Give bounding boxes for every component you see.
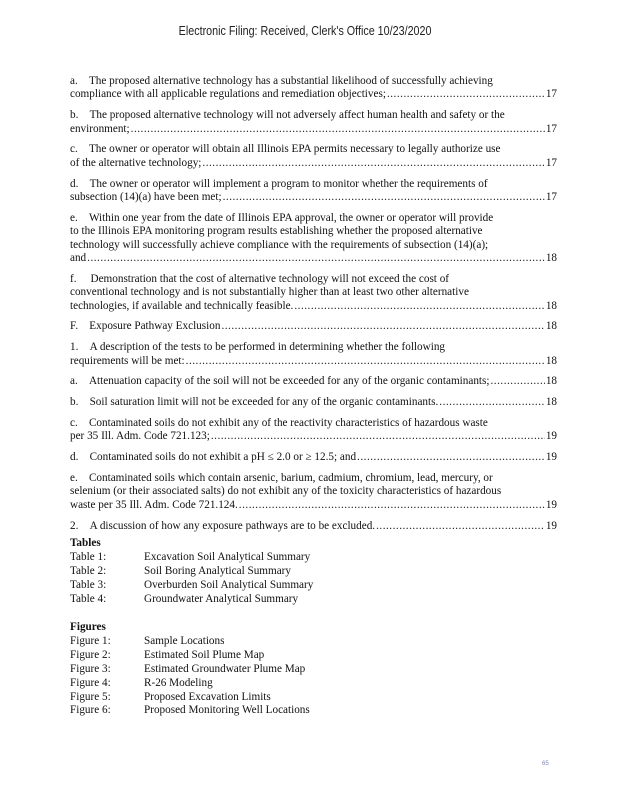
table-list-item-label: Table 1: — [70, 550, 107, 563]
toc-entry — [70, 520, 557, 533]
toc-entry-final-line — [70, 320, 557, 333]
figure-list-item — [70, 691, 470, 705]
figure-list-item-label: Figure 1: — [70, 634, 111, 647]
figure-list-item — [70, 677, 470, 691]
toc-entry — [70, 143, 557, 170]
toc-entry-line: b. The proposed alternative technology will not adversely affect human health and safety or the — [70, 109, 505, 122]
figure-list-item — [70, 704, 470, 718]
toc-entry — [70, 341, 557, 368]
figure-list-item-title: R-26 Modeling — [144, 676, 213, 689]
dot-leader — [294, 300, 544, 313]
toc-entry — [70, 212, 557, 266]
toc-entry-text: a. Attenuation capacity of the soil will not be exceeded for any of the organic contaminants; — [70, 375, 490, 388]
toc-entry — [70, 472, 557, 512]
toc-entry — [70, 320, 557, 333]
toc-entry-line: a. The proposed alternative technology has a substantial likelihood of successfully achieving — [70, 75, 493, 87]
toc-page-number: 17 — [545, 191, 557, 204]
toc-entry-final-line — [70, 375, 557, 388]
toc-entry-text: 2. A discussion of how any exposure pathways are to be excluded. — [70, 519, 376, 532]
dot-leader — [387, 88, 545, 101]
dot-leader — [131, 123, 545, 136]
figure-list-item-title: Proposed Excavation Limits — [144, 690, 271, 703]
toc-page-number: 18 — [545, 252, 557, 265]
toc-page-number: 19 — [545, 498, 557, 511]
table-list-item — [70, 579, 470, 593]
figure-list-item-title: Sample Locations — [144, 634, 225, 647]
toc-entry-line: c. Contaminated soils do not exhibit any of the reactivity characteristics of hazardous waste — [70, 417, 488, 430]
toc-entry-text: requirements will be met: — [70, 354, 185, 367]
toc-entry-final-line — [70, 520, 557, 533]
toc-page-number: 19 — [545, 519, 557, 532]
toc-page-number: 19 — [545, 451, 557, 464]
toc-entry-text: compliance with all applicable regulations and remediation objectives; — [70, 88, 386, 101]
toc-entry-line: 1. A description of the tests to be performed in determining whether the following — [70, 341, 446, 354]
dot-leader — [186, 355, 545, 368]
table-of-contents — [70, 75, 557, 540]
figure-list-item-title: Estimated Soil Plume Map — [144, 648, 265, 661]
toc-entry-text: and — [70, 252, 87, 265]
toc-entry-final-line — [70, 252, 557, 265]
toc-page-number: 18 — [545, 375, 557, 388]
toc-page-number: 18 — [545, 396, 557, 409]
figure-list-item — [70, 635, 470, 649]
toc-entry-final-line — [70, 396, 557, 409]
figure-list-item-title: Proposed Monitoring Well Locations — [144, 704, 310, 717]
toc-page-number: 17 — [545, 88, 557, 101]
toc-entry-final-line — [70, 88, 557, 101]
toc-entry-line: conventional technology and is not substantially higher than at least two other alternative — [70, 286, 469, 299]
toc-entry-line: c. The owner or operator will obtain all Illinois EPA permits necessary to legally authorize use — [70, 143, 501, 156]
toc-entry-text: of the alternative technology; — [70, 156, 202, 169]
figures-list — [70, 621, 470, 718]
dot-leader — [439, 396, 545, 409]
toc-entry-text: technologies, if available and technically feasible. — [70, 299, 294, 312]
toc-entry-text: b. Soil saturation limit will not be exceeded for any of the organic contaminants. — [70, 396, 439, 409]
toc-page-number: 17 — [545, 122, 557, 135]
toc-entry — [70, 417, 557, 444]
table-list-item-title: Soil Boring Analytical Summary — [144, 564, 291, 577]
dot-leader — [357, 451, 545, 464]
dot-leader — [87, 252, 545, 265]
table-list-item — [70, 565, 470, 579]
toc-entry-text: per 35 Ill. Adm. Code 721.123; — [70, 430, 210, 443]
table-list-item-label: Table 3: — [70, 578, 107, 591]
toc-entry-final-line — [70, 430, 557, 443]
dot-leader — [376, 520, 545, 533]
table-list-item-title: Excavation Soil Analytical Summary — [144, 550, 311, 563]
figure-list-item-label: Figure 4: — [70, 676, 111, 689]
toc-entry — [70, 375, 557, 388]
toc-entry-line: selenium (or their associated salts) do not exhibit any of the toxicity characteristics of hazardous — [70, 485, 502, 498]
toc-entry-line: e. Within one year from the date of Illinois EPA approval, the owner or operator will provide — [70, 211, 494, 224]
toc-entry — [70, 109, 557, 136]
toc-entry — [70, 396, 557, 409]
toc-entry-final-line — [70, 499, 557, 512]
toc-entry-final-line — [70, 355, 557, 368]
toc-entry-final-line — [70, 300, 557, 313]
toc-entry-text: environment; — [70, 122, 130, 135]
toc-entry — [70, 75, 557, 102]
page-number-mark: 65 — [542, 761, 549, 767]
toc-entry — [70, 451, 557, 464]
toc-page-number: 17 — [545, 156, 557, 169]
table-list-item — [70, 551, 470, 565]
figure-list-item-label: Figure 3: — [70, 662, 111, 675]
toc-entry-final-line — [70, 123, 557, 136]
figures-heading: Figures — [70, 621, 106, 633]
table-list-item-label: Table 4: — [70, 592, 107, 605]
table-list-item-title: Overburden Soil Analytical Summary — [144, 578, 314, 591]
toc-entry-line: to the Illinois EPA monitoring program results establishing whether the proposed alternative — [70, 225, 483, 238]
figure-list-item-title: Estimated Groundwater Plume Map — [144, 662, 306, 675]
toc-entry-final-line — [70, 157, 557, 170]
toc-page-number: 18 — [545, 354, 557, 367]
dot-leader — [491, 375, 545, 388]
table-list-item-label: Table 2: — [70, 564, 107, 577]
dot-leader — [221, 320, 544, 333]
figure-list-item-label: Figure 5: — [70, 690, 111, 703]
toc-entry-line: technology will successfully achieve compliance with the requirements of subsection (14)(a); — [70, 238, 489, 251]
figure-list-item — [70, 663, 470, 677]
tables-list — [70, 537, 470, 607]
figure-list-item — [70, 649, 470, 663]
toc-entry-line: e. Contaminated soils which contain arsenic, barium, cadmium, chromium, lead, mercury, or — [70, 472, 493, 485]
dot-leader — [239, 499, 545, 512]
toc-page-number: 18 — [545, 299, 557, 312]
toc-page-number: 18 — [545, 320, 557, 333]
toc-entry-text: d. Contaminated soils do not exhibit a pH ≤ 2.0 or ≥ 12.5; and — [70, 451, 357, 464]
filing-header: Electronic Filing: Received, Clerk's Office 10/23/2020 — [178, 24, 432, 38]
tables-heading: Tables — [70, 537, 101, 549]
toc-entry-line: f. Demonstration that the cost of alternative technology will not exceed the cost of — [70, 272, 450, 285]
figure-list-item-label: Figure 2: — [70, 648, 111, 661]
toc-entry-line: d. The owner or operator will implement a program to monitor whether the requirements of — [70, 177, 488, 190]
toc-entry-final-line — [70, 191, 557, 204]
toc-entry — [70, 178, 557, 205]
table-list-item — [70, 593, 470, 607]
dot-leader — [223, 191, 545, 204]
figure-list-item-label: Figure 6: — [70, 704, 111, 717]
toc-entry-text: F. Exposure Pathway Exclusion — [70, 320, 221, 333]
table-list-item-title: Groundwater Analytical Summary — [144, 592, 299, 605]
dot-leader — [202, 157, 544, 170]
toc-entry — [70, 273, 557, 313]
toc-page-number: 19 — [545, 430, 557, 443]
toc-entry-text: subsection (14)(a) have been met; — [70, 191, 222, 204]
dot-leader — [211, 430, 545, 443]
toc-entry-text: waste per 35 Ill. Adm. Code 721.124. — [70, 498, 238, 511]
toc-entry-final-line — [70, 451, 557, 464]
